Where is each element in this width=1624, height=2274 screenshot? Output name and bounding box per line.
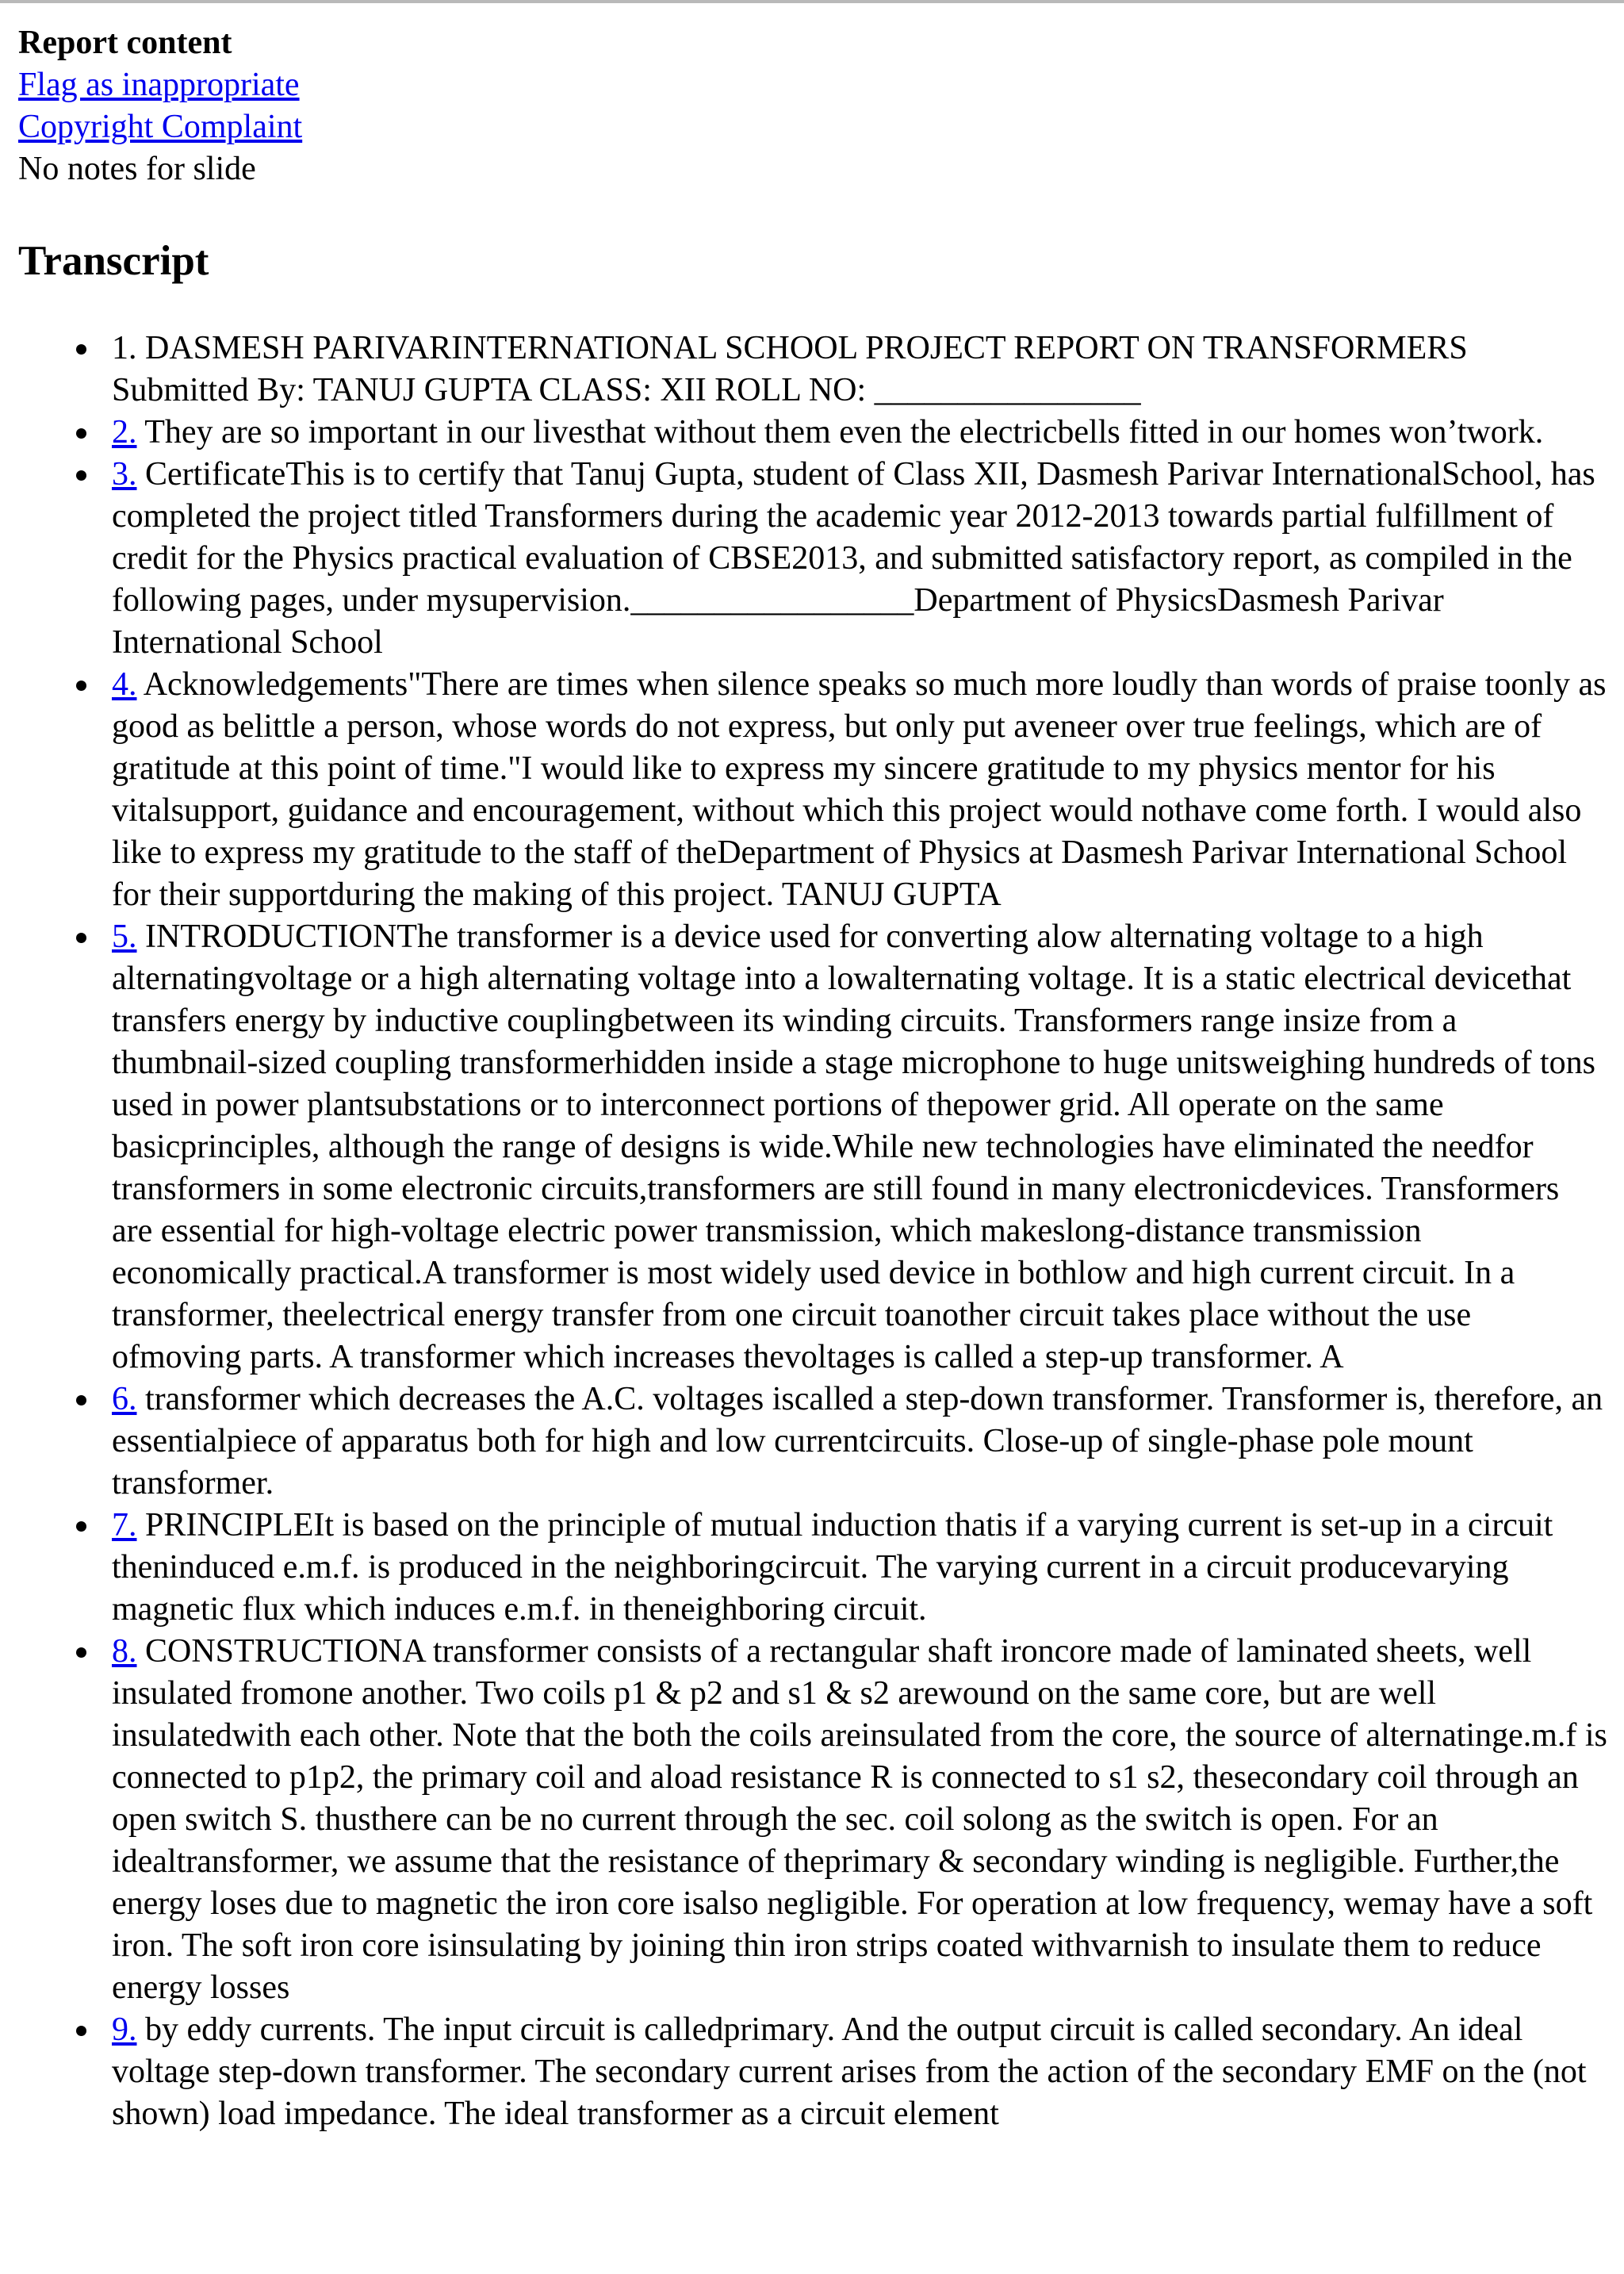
bullet-icon (76, 428, 86, 439)
transcript-item-7 (0, 1505, 1624, 1631)
slide-number-link[interactable]: 5. (112, 918, 137, 955)
transcript-item-text: They are so important in our livesthat without them even the electricbells fitted in our homes won’twork. (144, 414, 1544, 451)
transcript-item-text: by eddy currents. The input circuit is calledprimary. And the output circuit is called secondary. An ideal voltage step-down transformer. The secondary current arises from the action of the secondary EMF on the (not shown) load impedance. The ideal transformer as a circuit element (112, 2011, 1587, 2132)
transcript-item-text: CONSTRUCTIONA transformer consists of a rectangular shaft ironcore made of laminated sheets, well insulated fromone another. Two coils p1 & p2 and s1 & s2 arewound on the same core, but are well insulatedwith each other. Note that the both the coils areinsulated from the core, the source of alternatinge.m.f is connected to p1p2, the primary coil and aload resistance R is connected to s1 s2, thesecondary coil through an open switch S. thusthere can be no current through the sec. coil solong as the switch is open. For an idealtransformer, we assume that the resistance of theprimary & secondary winding is negligible. Further,the energy loses due to magnetic the iron core isalso negligible. For operation at low frequency, wemay have a soft iron. The soft iron core isinsulating by joining thin iron strips coated withvarnish to insulate them to reduce energy losses (112, 1633, 1607, 2006)
bullet-icon (76, 1647, 86, 1658)
bullet-icon (76, 681, 86, 691)
transcript-item-1 (0, 328, 1624, 412)
transcript-item-text: INTRODUCTIONThe transformer is a device used for converting alow alternating voltage to a high alternatingvoltage or a high alternating voltage into a lowalternating voltage. It is a static electrical devicethat transfers energy by inductive couplingbetween its winding circuits. Transformers range insize from a thumbnail-sized coupling transformerhidden inside a stage microphone to huge unitsweighing hundreds of tons used in power plantsubstations or to interconnect portions of thepower grid. All operate on the same basicprinciples, although the range of designs is wide.While new technologies have eliminated the needfor transformers in some electronic circuits,transformers are still found in many electronicdevices. Transformers are essential for high-voltage electric power transmission, which makeslong-distance transmission economically practical.A transformer is most widely used device in bothlow and high current circuit. In a transformer, theelectrical energy transfer from one circuit toanother circuit takes place without the use ofmoving parts. A transformer which increases thevoltages is called a step-up transformer. A (112, 918, 1595, 1375)
bullet-icon (76, 933, 86, 943)
transcript-item-4 (0, 664, 1624, 916)
report-content-section (18, 22, 302, 190)
transcript-item-text: CertificateThis is to certify that Tanuj Gupta, student of Class XII, Dasmesh Parivar InternationalSchool, has completed the project titled Transformers during the academic year 2012-2013 towards partial fulfillment of credit for the Physics practical evaluation of CBSE2013, and submitted satisfactory report, as compiled in the following pages, under mysupervision._________________Department of PhysicsDasmesh Parivar International School (112, 456, 1595, 661)
transcript-item-6 (0, 1379, 1624, 1505)
transcript-item-9 (0, 2009, 1624, 2135)
transcript-item-text: PRINCIPLEIt is based on the principle of mutual induction thatis if a varying current is set-up in a circuit theninduced e.m.f. is produced in the neighboringcircuit. The varying current in a circuit producevarying magnetic flux which induces e.m.f. in theneighboring circuit. (112, 1507, 1553, 1628)
report-content-heading: Report content (18, 25, 232, 61)
bullet-icon (76, 2026, 86, 2036)
slide-notes-text: No notes for slide (18, 151, 256, 187)
copyright-complaint-link[interactable]: Copyright Complaint (18, 109, 303, 145)
transcript-heading: Transcript (18, 238, 209, 284)
transcript-item-2 (0, 412, 1624, 454)
transcript-item-text: transformer which decreases the A.C. voltages iscalled a step-down transformer. Transformer is, therefore, an essentialpiece of apparatus both for high and low currentcircuits. Close-up of single-phase pole mount transformer. (112, 1381, 1603, 1501)
slide-number-link[interactable]: 4. (112, 666, 137, 703)
flag-inappropriate-link[interactable]: Flag as inappropriate (18, 67, 300, 103)
transcript-item-5 (0, 916, 1624, 1379)
top-divider (0, 0, 1624, 3)
transcript-item-8 (0, 1631, 1624, 2009)
slide-number-link[interactable]: 7. (112, 1507, 137, 1543)
slide-number-link[interactable]: 3. (112, 456, 137, 493)
bullet-icon (76, 344, 86, 355)
slide-number-link[interactable]: 8. (112, 1633, 137, 1670)
transcript-list (0, 328, 1624, 2135)
slide-number-link[interactable]: 6. (112, 1381, 137, 1417)
bullet-icon (76, 470, 86, 481)
bullet-icon (76, 1395, 86, 1405)
slide-number-link[interactable]: 2. (112, 414, 137, 451)
bullet-icon (76, 1521, 86, 1532)
transcript-item-3 (0, 454, 1624, 664)
transcript-item-text: 1. DASMESH PARIVARINTERNATIONAL SCHOOL PROJECT REPORT ON TRANSFORMERS Submitted By: TANUJ GUPTA CLASS: XII ROLL NO: ________________ (112, 330, 1468, 408)
slide-number-link[interactable]: 9. (112, 2011, 137, 2048)
transcript-item-text: Acknowledgements"There are times when silence speaks so much more loudly than words of praise toonly as good as belittle a person, whose words do not express, but only put aveneer over true feelings, which are of gratitude at this point of time."I would like to express my sincere gratitude to my physics mentor for his vitalsupport, guidance and encouragement, without which this project would nothave come forth. I would also like to express my gratitude to the staff of theDepartment of Physics at Dasmesh Parivar International School for their supportduring the making of this project. TANUJ GUPTA (112, 666, 1607, 913)
